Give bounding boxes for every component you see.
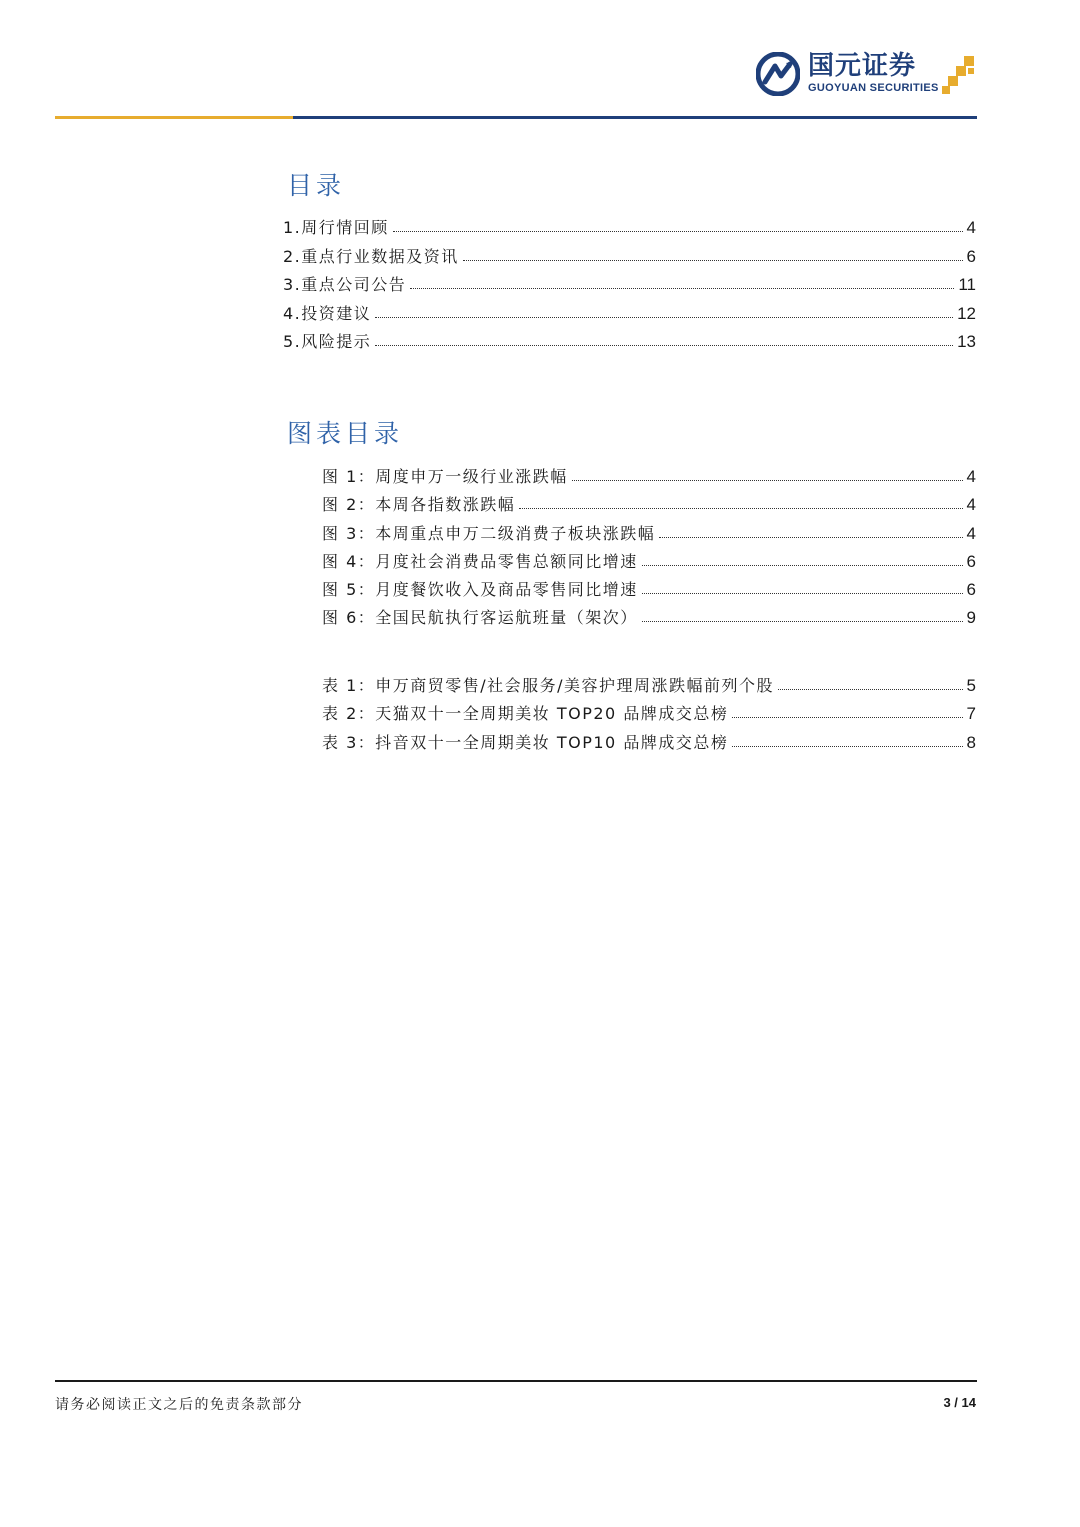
figure-entry-page: 4 (966, 467, 976, 487)
toc-list (283, 210, 976, 352)
toc-entry-page: 11 (958, 275, 976, 295)
footer-rule (55, 1380, 977, 1382)
page-indicator: 3 / 14 (943, 1395, 976, 1410)
figure-entry-label: 图 1：周度申万一级行业涨跌幅 (322, 467, 568, 487)
toc-entry-label: 3.重点公司公告 (283, 275, 407, 295)
leader-dots (410, 287, 954, 289)
toc-entry[interactable] (283, 295, 976, 323)
logo-circle-icon (756, 52, 800, 96)
toc-entry[interactable] (283, 238, 976, 266)
toc-entry-label: 1.周行情回顾 (283, 218, 389, 238)
table-entry-label: 表 3：抖音双十一全周期美妆 TOP10 品牌成交总榜 (322, 732, 729, 752)
company-logo (756, 50, 980, 98)
table-entry-page: 8 (966, 732, 976, 752)
toc-entry-label: 2.重点行业数据及资讯 (283, 246, 459, 266)
table-list (322, 668, 976, 753)
table-entry-label: 表 2：天猫双十一全周期美妆 TOP20 品牌成交总榜 (322, 704, 729, 724)
leader-dots (778, 688, 962, 690)
figure-entry-label: 图 3：本周重点申万二级消费子板块涨跌幅 (322, 523, 656, 543)
table-entry-label: 表 1：申万商贸零售/社会服务/美容护理周涨跌幅前列个股 (322, 676, 775, 696)
table-entry[interactable] (322, 696, 976, 724)
leader-dots (642, 592, 963, 594)
footer-disclaimer: 请务必阅读正文之后的免责条款部分 (55, 1397, 303, 1413)
toc-title: 目录 (287, 171, 346, 200)
leader-dots (732, 745, 962, 747)
leader-dots (732, 716, 962, 718)
figure-entry-page: 6 (966, 579, 976, 599)
figure-entry-page: 6 (966, 551, 976, 571)
leader-dots (463, 259, 963, 261)
header-rule-gold (55, 116, 293, 119)
figure-toc-title: 图表目录 (287, 419, 404, 448)
leader-dots (572, 479, 963, 481)
leader-dots (659, 536, 962, 538)
leader-dots (642, 620, 963, 622)
header-rule-blue (293, 116, 977, 119)
toc-entry-page: 4 (966, 218, 976, 238)
leader-dots (375, 344, 953, 346)
figure-entry-label: 图 6：全国民航执行客运航班量（架次） (322, 608, 638, 628)
toc-entry[interactable] (283, 267, 976, 295)
figure-entry-page: 4 (966, 523, 976, 543)
figure-entry-label: 图 4：月度社会消费品零售总额同比增速 (322, 551, 638, 571)
figure-entry[interactable] (322, 515, 976, 543)
toc-entry-page: 13 (957, 331, 976, 351)
toc-entry[interactable] (283, 210, 976, 238)
figure-entry[interactable] (322, 544, 976, 572)
table-entry-page: 5 (966, 676, 976, 696)
logo-stair-icon (942, 54, 978, 94)
figure-list (322, 459, 976, 628)
figure-entry[interactable] (322, 487, 976, 515)
figure-entry[interactable] (322, 459, 976, 487)
leader-dots (375, 316, 953, 318)
table-entry[interactable] (322, 724, 976, 752)
figure-entry[interactable] (322, 600, 976, 628)
figure-entry[interactable] (322, 572, 976, 600)
logo-chinese-name: 国元证券 (808, 51, 917, 81)
toc-entry-label: 5.风险提示 (283, 331, 372, 351)
leader-dots (393, 230, 963, 232)
toc-entry-page: 6 (966, 246, 976, 266)
toc-entry-page: 12 (957, 303, 976, 323)
figure-entry-page: 4 (966, 495, 976, 515)
logo-english-name: GUOYUAN SECURITIES (808, 82, 939, 94)
figure-entry-label: 图 2：本周各指数涨跌幅 (322, 495, 516, 515)
leader-dots (642, 564, 963, 566)
table-entry[interactable] (322, 668, 976, 696)
toc-entry-label: 4.投资建议 (283, 303, 372, 323)
leader-dots (519, 507, 962, 509)
table-entry-page: 7 (966, 704, 976, 724)
figure-entry-page: 9 (966, 608, 976, 628)
figure-entry-label: 图 5：月度餐饮收入及商品零售同比增速 (322, 579, 638, 599)
toc-entry[interactable] (283, 324, 976, 352)
